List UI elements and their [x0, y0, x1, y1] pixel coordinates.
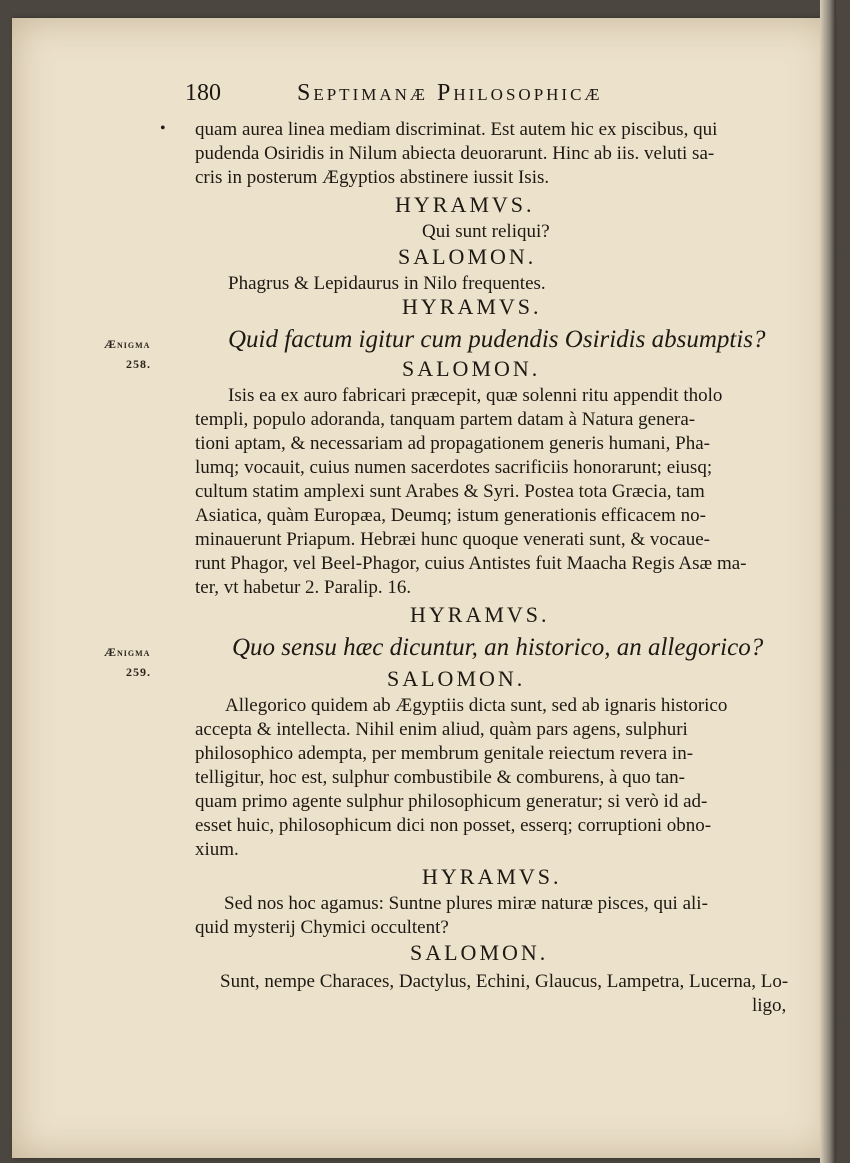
text-line: Asiatica, quàm Europæa, Deumq; istum generationis efficacem no- [195, 505, 706, 526]
text-line: philosophico adempta, per membrum genitale reiectum revera in- [195, 743, 694, 764]
page-gutter [820, 0, 836, 1163]
text-line: quid mysterij Chymici occultent? [195, 917, 449, 938]
text-line: tioni aptam, & necessariam ad propagationem generis humani, Pha- [195, 433, 710, 454]
text-line: Allegorico quidem ab Ægyptiis dicta sunt, sed ab ignaris historico [225, 695, 728, 716]
paragraph-mark-icon: • [160, 120, 166, 137]
text-line: quam primo agente sulphur philosophicum generatur; si verò id ad- [195, 791, 708, 812]
dialogue-text: Qui sunt reliqui? [422, 221, 550, 242]
speaker-hyramus: HYRAMVS. [410, 602, 550, 627]
text-line: Sed nos hoc agamus: Suntne plures miræ naturæ pisces, qui ali- [224, 893, 708, 914]
page-header [185, 80, 695, 112]
text-line: lumq; vocauit, cuius numen sacerdotes sacrificiis honorarunt; eiusq; [195, 457, 713, 478]
text-line: minauerunt Priapum. Hebræi hunc quoque venerati sunt, & vocaue- [195, 529, 710, 550]
speaker-salomon: SALOMON. [402, 356, 541, 381]
dialogue-text: Phagrus & Lepidaurus in Nilo frequentes. [228, 273, 546, 294]
page-number: 180 [185, 80, 221, 106]
text-line: telligitur, hoc est, sulphur combustibile & comburens, à quo tan- [195, 767, 685, 788]
text-line: accepta & intellecta. Nihil enim aliud, quàm pars agens, sulphuri [195, 719, 688, 740]
text-line: runt Phagor, vel Beel-Phagor, cuius Antistes fuit Maacha Regis Asæ ma- [195, 553, 747, 574]
running-title: Septimanæ Philosophicæ [297, 80, 603, 106]
question-heading: Quo sensu hæc dicuntur, an historico, an allegorico? [232, 634, 764, 661]
enigma-label: Ænigma [104, 645, 151, 659]
speaker-hyramus: HYRAMVS. [395, 192, 535, 217]
text-line: cris in posterum Ægyptios abstinere iussit Isis. [195, 167, 550, 188]
text-line: quam aurea linea mediam discriminat. Est autem hic ex piscibus, qui [195, 119, 718, 140]
text-line: xium. [195, 839, 239, 860]
enigma-number: 259. [126, 665, 151, 679]
text-line: ligo, [752, 995, 787, 1016]
speaker-hyramus: HYRAMVS. [422, 864, 562, 889]
speaker-salomon: SALOMON. [410, 940, 549, 965]
enigma-label: Ænigma [104, 337, 151, 351]
text-line: esset huic, philosophicum dici non posset, esserq; corruptioni obno- [195, 815, 712, 836]
margin-note-enigma [104, 334, 151, 374]
text-line: Isis ea ex auro fabricari præcepit, quæ solenni ritu appendit tholo [228, 385, 723, 406]
enigma-number: 258. [126, 357, 151, 371]
text-line: ter, vt habetur 2. Paralip. 16. [195, 577, 412, 598]
text-line: Sunt, nempe Characes, Dactylus, Echini, Glaucus, Lampetra, Lucerna, Lo- [220, 971, 789, 992]
margin-note-enigma [104, 642, 151, 682]
speaker-hyramus: HYRAMVS. [402, 294, 542, 319]
text-line: templi, populo adoranda, tanquam partem datam à Natura genera- [195, 409, 696, 430]
speaker-salomon: SALOMON. [387, 666, 526, 691]
text-line: pudenda Osiridis in Nilum abiecta deuorarunt. Hinc ab iis. veluti sa- [195, 143, 715, 164]
speaker-salomon: SALOMON. [398, 244, 537, 269]
question-heading: Quid factum igitur cum pudendis Osiridis absumptis? [228, 326, 766, 353]
text-line: cultum statim amplexi sunt Arabes & Syri. Postea tota Græcia, tam [195, 481, 705, 502]
